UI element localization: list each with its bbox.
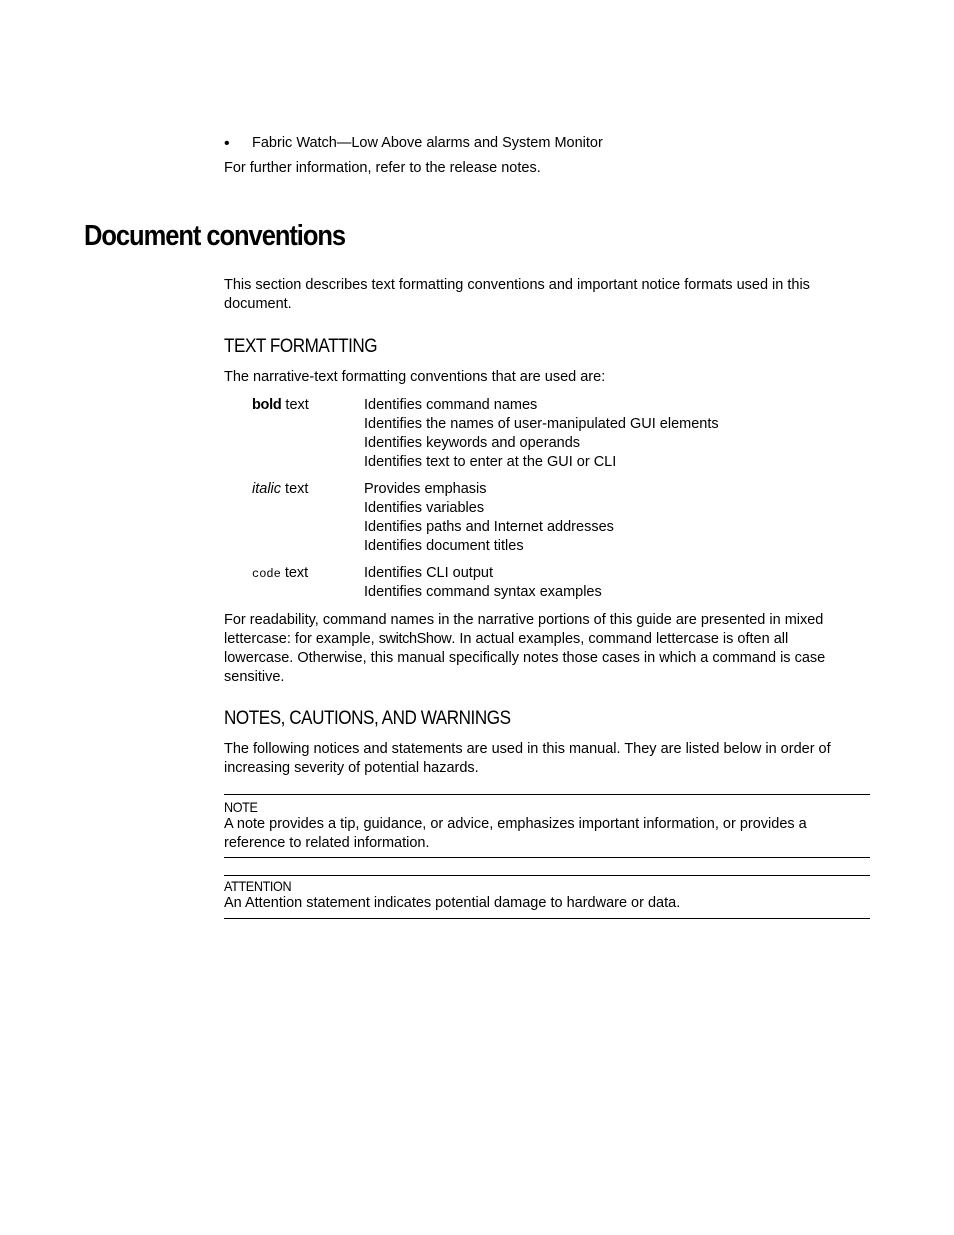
- readability-text-post: . In actual examples, command lettercase is often all lowercase. Otherwise, this manual specifically notes those cases in which a command is case sensitive.: [224, 631, 826, 685]
- bullet-text: Fabric Watch—Low Above alarms and System Monitor: [252, 135, 603, 151]
- convention-line: Identifies variables: [364, 500, 485, 516]
- convention-label-italic: [252, 480, 362, 499]
- convention-line: Identifies command syntax examples: [364, 584, 602, 600]
- convention-label-bold: [252, 396, 362, 415]
- attention-body: An Attention statement indicates potential damage to hardware or data.: [224, 895, 681, 911]
- convention-line: Identifies paths and Internet addresses: [364, 519, 614, 535]
- command-name: switchShow: [378, 631, 452, 647]
- convention-line: Identifies document titles: [364, 538, 524, 554]
- note-top-rule: [224, 794, 870, 795]
- readability-paragraph: [224, 611, 854, 687]
- convention-label-styled: bold: [252, 397, 282, 413]
- notes-heading: NOTES, CAUTIONS, AND WARNINGS: [224, 708, 511, 729]
- convention-line: Identifies text to enter at the GUI or CLI: [364, 454, 617, 470]
- note-body: A note provides a tip, guidance, or advice, emphasizes important information, or provides a reference to related information.: [224, 816, 807, 851]
- further-info-paragraph: For further information, refer to the release notes.: [224, 160, 541, 176]
- attention-top-rule: [224, 875, 870, 876]
- convention-label-plain: text: [281, 481, 309, 497]
- convention-line: Identifies the names of user-manipulated GUI elements: [364, 416, 719, 432]
- convention-label-plain: text: [280, 565, 309, 581]
- convention-label-plain: text: [281, 397, 309, 413]
- convention-description-bold: [364, 396, 864, 472]
- notes-intro-paragraph: The following notices and statements are used in this manual. They are listed below in order of increasing severity of potential hazards.: [224, 741, 831, 776]
- attention-bottom-rule: [224, 918, 870, 919]
- text-formatting-intro: The narrative-text formatting conventions that are used are:: [224, 369, 606, 385]
- convention-description-italic: [364, 480, 864, 556]
- convention-label-styled: italic: [252, 481, 282, 497]
- convention-line: Provides emphasis: [364, 481, 487, 497]
- convention-description-code: [364, 564, 864, 602]
- convention-line: Identifies command names: [364, 397, 538, 413]
- convention-label-code: [252, 564, 362, 584]
- convention-line: Identifies keywords and operands: [364, 435, 581, 451]
- section-title: Document conventions: [84, 220, 346, 252]
- bullet-icon: •: [224, 135, 230, 152]
- convention-line: Identifies CLI output: [364, 565, 493, 581]
- attention-title: ATTENTION: [224, 878, 292, 894]
- section-intro-paragraph: This section describes text formatting conventions and important notice formats used in this document.: [224, 277, 810, 312]
- note-bottom-rule: [224, 857, 870, 858]
- text-formatting-heading: TEXT FORMATTING: [224, 336, 378, 357]
- readability-text-pre: For readability, command names in the narrative portions of this guide are presented in mixed lettercase: for example,: [224, 612, 824, 647]
- convention-label-styled: code: [252, 567, 281, 581]
- note-title: NOTE: [224, 799, 258, 815]
